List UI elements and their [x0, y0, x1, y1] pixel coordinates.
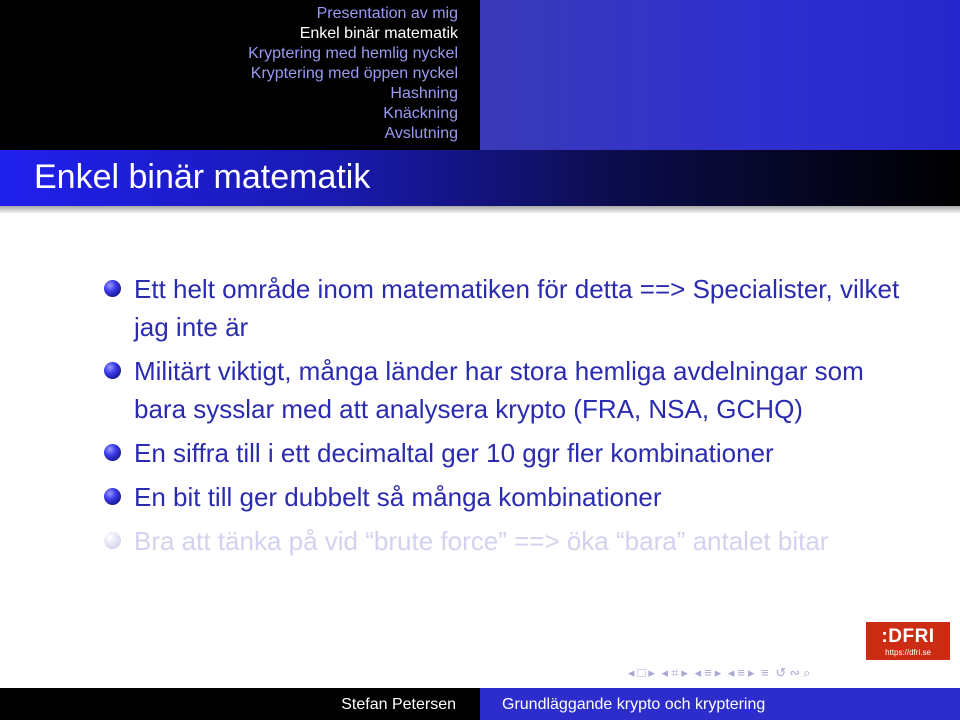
nav-document-icon[interactable]: ≡ [737, 665, 745, 680]
bullet-text: En bit till ger dubbelt så många kombinationer [134, 482, 662, 512]
nav-prev-icon[interactable]: ◂ [628, 665, 635, 680]
bullet-ball-icon [104, 444, 121, 461]
bullet-ball-icon [104, 280, 121, 297]
logo-url-text: https://dfri.se [885, 648, 931, 657]
nav-item-conclusion[interactable]: Avslutning [384, 125, 458, 142]
section-list [248, 4, 458, 144]
nav-item-public-key[interactable]: Kryptering med öppen nyckel [250, 65, 458, 82]
bullet-text: Militärt viktigt, många länder har stora hemliga avdelningar som bara sysslar med att analysera krypto (FRA, NSA, GCHQ) [134, 356, 864, 424]
footer-title: Grundläggande krypto och kryptering [502, 696, 766, 713]
nav-back-icon[interactable]: ↺ [775, 665, 787, 680]
bullet-item-dimmed [100, 522, 900, 560]
nav-item-hashing[interactable]: Hashning [390, 85, 458, 102]
bullet-text: Bra att tänka på vid “brute force” ==> öka “bara” antalet bitar [134, 526, 829, 556]
bullet-text: Ett helt område inom matematiken för detta ==> Specialister, vilket jag inte är [134, 274, 900, 342]
nav-item-secret-key[interactable]: Kryptering med hemlig nyckel [248, 45, 458, 62]
footer-title-panel [480, 688, 960, 720]
nav-next-icon[interactable]: ▸ [681, 665, 688, 680]
bullet-ball-icon [104, 488, 121, 505]
nav-prev-icon[interactable]: ◂ [727, 665, 735, 680]
nav-forward-icon[interactable]: ∾ [789, 665, 801, 680]
bullet-ball-icon [104, 532, 121, 549]
nav-item-presentation[interactable]: Presentation av mig [316, 5, 458, 22]
bullet-item [100, 270, 900, 346]
nav-prev-icon[interactable]: ◂ [694, 665, 702, 680]
bullet-item [100, 434, 900, 472]
nav-item-cracking[interactable]: Knäckning [383, 105, 458, 122]
nav-frame-icon[interactable]: □ [637, 665, 646, 680]
nav-next-icon[interactable]: ▸ [747, 665, 755, 680]
header-navigation [0, 0, 960, 150]
nav-search-icon[interactable]: ⌕ [803, 665, 811, 680]
nav-item-binary-math[interactable]: Enkel binär matematik [299, 25, 458, 42]
title-shadow [0, 206, 960, 214]
frame-title-bar [0, 150, 960, 206]
nav-appendix-icon[interactable]: ≡ [761, 665, 769, 680]
nav-section-icon[interactable]: ≡ [704, 665, 712, 680]
frame-title: Enkel binär matematik [34, 158, 371, 196]
bullet-item [100, 352, 900, 428]
bullet-text: En siffra till i ett decimaltal ger 10 ggr fler kombinationer [134, 438, 774, 468]
section-nav-panel [0, 0, 480, 150]
nav-next-icon[interactable]: ▸ [714, 665, 722, 680]
bullet-item [100, 478, 900, 516]
logo-main-text: :DFRI [881, 626, 935, 647]
nav-subsection-icon[interactable]: ⌗ [671, 665, 679, 680]
beamer-navigation-symbols [628, 664, 958, 682]
bullet-ball-icon [104, 362, 121, 379]
nav-next-icon[interactable]: ▸ [648, 665, 655, 680]
dfri-logo [866, 622, 950, 660]
footer [0, 688, 960, 720]
footer-author: Stefan Petersen [341, 696, 456, 713]
footer-author-panel [0, 688, 480, 720]
nav-prev-icon[interactable]: ◂ [661, 665, 669, 680]
subsection-nav-panel [480, 0, 960, 150]
bullet-list [100, 270, 900, 566]
